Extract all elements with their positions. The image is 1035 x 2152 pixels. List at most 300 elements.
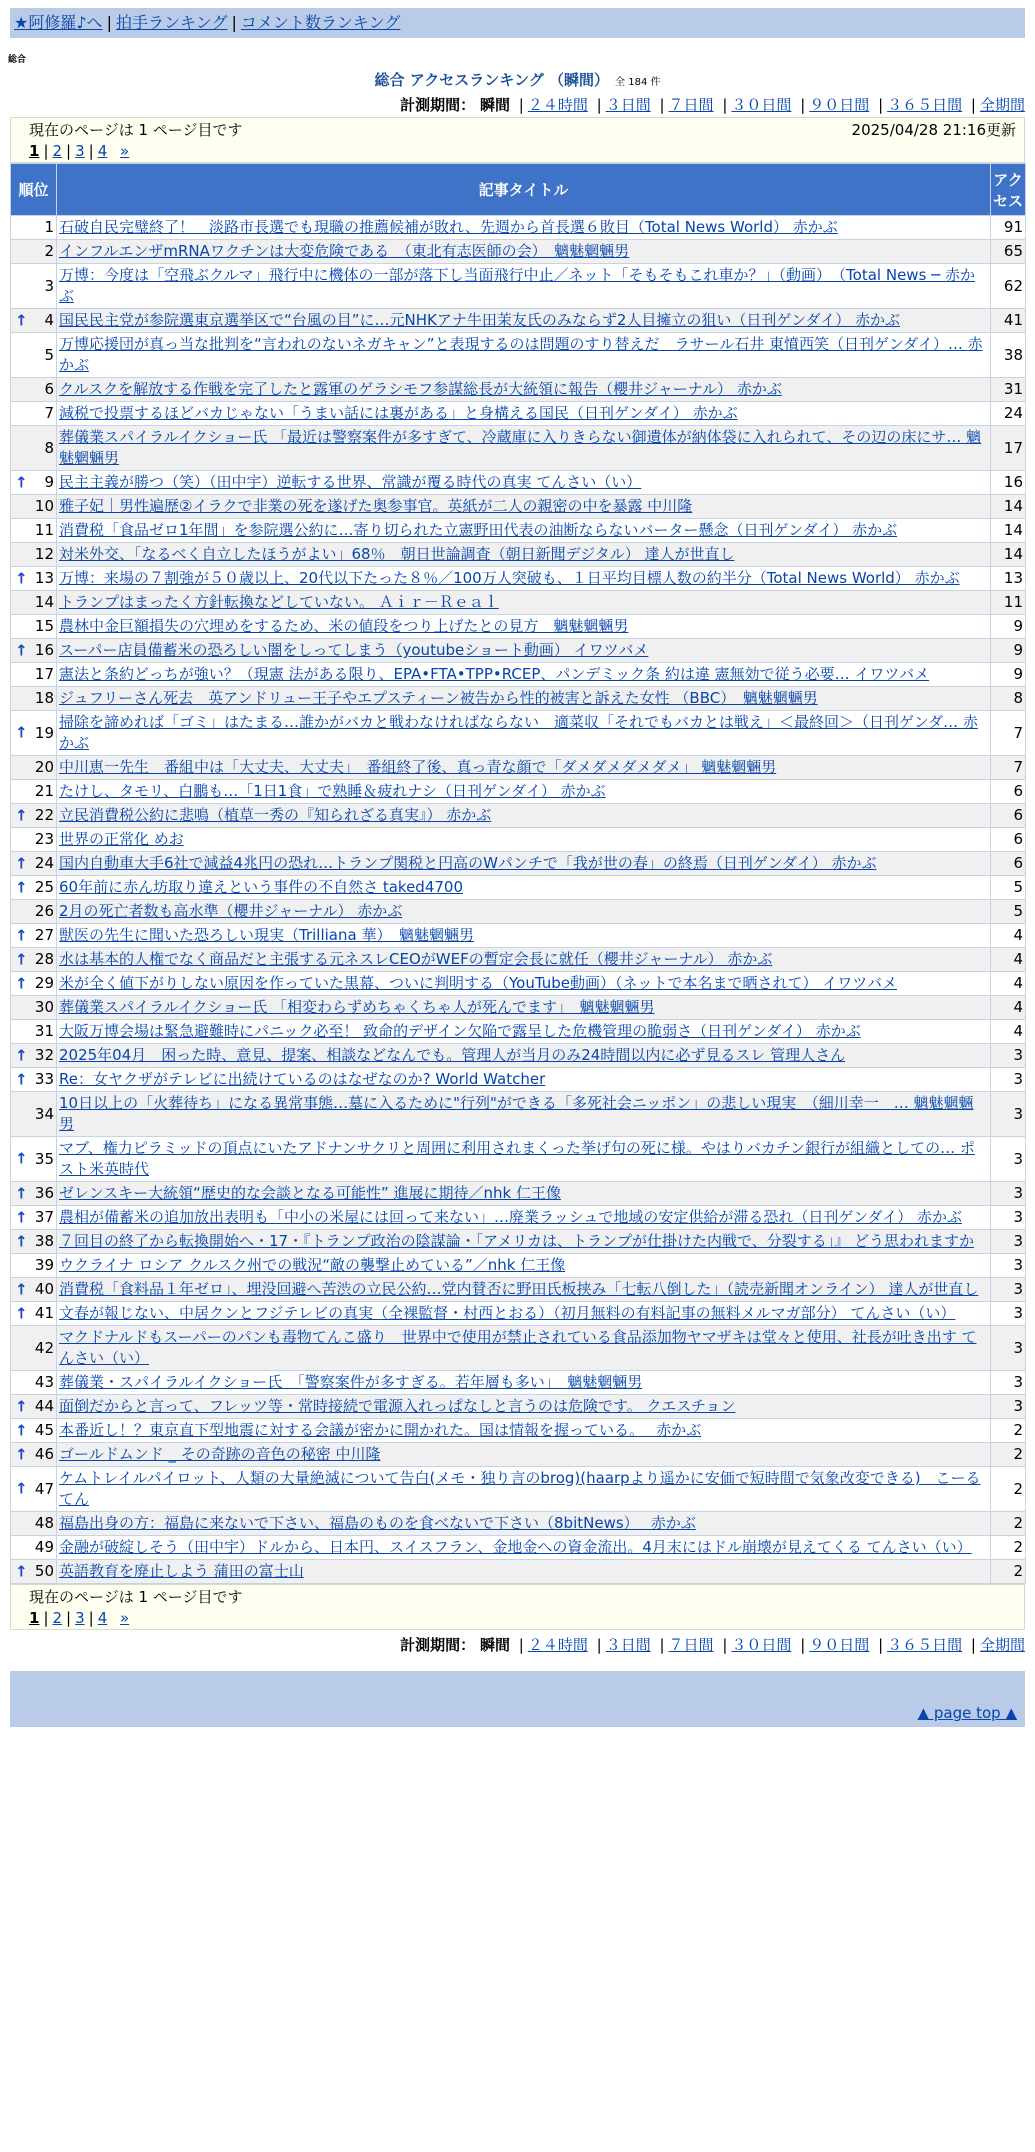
title-cell (57, 471, 991, 495)
rank-number: 41 (34, 1304, 54, 1322)
article-title-link[interactable]: 葬儀業スパイラルイクショー氏 「相変わらずめちゃくちゃ人が死んでます」 魑魅魍魎男 (59, 998, 655, 1016)
access-count: 4 (991, 924, 1026, 948)
table-row (11, 309, 1026, 333)
title-cell (57, 309, 991, 333)
title-cell (57, 1254, 991, 1278)
table-row (11, 687, 1026, 711)
article-title-link[interactable]: 農林中金巨額損失の穴埋めをするため、米の値段をつり上げたとの見方 魑魅魍魎男 (59, 617, 629, 635)
pager-link-4[interactable]: 4 (97, 142, 108, 160)
rank-number: 19 (34, 723, 54, 742)
period-link-all-bottom[interactable]: 全期間 (979, 1636, 1025, 1654)
access-count: 4 (991, 948, 1026, 972)
rank-cell (11, 756, 57, 780)
article-title-link[interactable]: 万博：今度は「空飛ぶクルマ」飛行中に機体の一部が落下し当面飛行中止／ネット「そもそもこれ車か？」（動画） （Total News ─ 赤かぶ (59, 266, 975, 305)
rank-number: 3 (44, 276, 54, 295)
title-cell (57, 996, 991, 1020)
rank-number: 24 (34, 854, 54, 872)
pager-link-2[interactable]: 2 (52, 142, 63, 160)
access-count: 6 (991, 804, 1026, 828)
title-cell (57, 1278, 991, 1302)
rank-number: 30 (34, 998, 54, 1016)
rank-number: 29 (34, 974, 54, 992)
access-count: 65 (991, 240, 1026, 264)
rank-cell (11, 1560, 57, 1584)
access-count: 7 (991, 711, 1026, 756)
rank-up-arrow-icon: ↑ (15, 974, 28, 992)
article-title-link[interactable]: 万博：来場の７割強が５０歳以上、20代以下たった８％／100万人突破も、１日平均目標人数の約半分（Total News World） 赤かぶ (59, 569, 960, 587)
article-title-link[interactable]: 世界の正常化 めお (59, 830, 184, 848)
access-count: 14 (991, 495, 1026, 519)
article-title-link[interactable]: マブ、権力ピラミッドの頂点にいたアドナンサクリと周囲に利用されまくった挙げ句の死に様。やはりバカチン銀行が組織としての… ポスト米英時代 (59, 1139, 975, 1178)
table-row (11, 900, 1026, 924)
article-title-link[interactable]: ７回目の終了から転換開始へ・17・『トランプ政治の陰謀論・「アメリカは、トランプが仕掛けた内戦で、分裂する」』 どう思われますか (59, 1232, 975, 1250)
title-cell (57, 240, 991, 264)
table-row (11, 1182, 1026, 1206)
rank-cell (11, 852, 57, 876)
access-count: 2 (991, 1443, 1026, 1467)
rank-up-arrow-icon: ↑ (15, 1208, 28, 1226)
access-count: 3 (991, 1371, 1026, 1395)
article-title-link[interactable]: ジュフリーさん死去 英アンドリュー王子やエプスティーン被告から性的被害と訴えた女性 （BBC） 魑魅魍魎男 (59, 689, 818, 707)
rank-cell (11, 996, 57, 1020)
rank-cell (11, 924, 57, 948)
rank-cell (11, 1206, 57, 1230)
page-top-bar (10, 1699, 1025, 1727)
rank-number: 9 (44, 473, 54, 491)
rank-number: 32 (34, 1046, 54, 1064)
rank-number: 5 (44, 345, 54, 364)
title-cell (57, 1230, 991, 1254)
rank-cell (11, 426, 57, 471)
article-title-link[interactable]: 獣医の先生に聞いた恐ろしい現実（Trilliana 華） 魑魅魍魎男 (59, 926, 474, 944)
rank-cell (11, 471, 57, 495)
article-title-link[interactable]: 消費税「食品ゼロ1年間」を参院選公約に…寄り切られた立憲野田代表の油断ならないバーター懸念（日刊ゲンダイ） 赤かぶ (59, 521, 898, 539)
article-title-link[interactable]: 面倒だからと言って、フレッツ等・常時接続で電源入れっぱなしと言うのは危険です。 クエスチョン (59, 1397, 736, 1415)
clap-ranking-link[interactable]: 拍手ランキング (115, 13, 228, 32)
title-cell (57, 780, 991, 804)
period-label-bottom: 計測期間： (400, 1636, 476, 1654)
rank-up-arrow-icon: ↑ (15, 1304, 28, 1322)
article-title-link[interactable]: インフルエンザmRNAワクチンは大変危険である （東北有志医師の会） 魑魅魍魎男 (59, 242, 630, 260)
rank-up-arrow-icon: ↑ (15, 1149, 28, 1168)
article-title-link[interactable]: 葬儀業スパイラルイクショー氏 「最近は警察案件が多すぎて、冷蔵庫に入りきらない御遺体が納体袋に入れられて、その辺の床にサ… 魑魅魍魎男 (59, 428, 982, 467)
access-count: 3 (991, 1092, 1026, 1137)
title-cell (57, 687, 991, 711)
access-count: 4 (991, 972, 1026, 996)
table-row (11, 519, 1026, 543)
access-count: 17 (991, 426, 1026, 471)
access-count: 2 (991, 1536, 1026, 1560)
access-count: 14 (991, 543, 1026, 567)
pager-link-3-bottom[interactable]: 3 (75, 1609, 85, 1627)
page-title-text: 総合 アクセスランキング （瞬間） (374, 71, 610, 89)
article-title-link[interactable]: たけし、タモリ、白鵬も…「1日1食」で熟睡＆疲れナシ（日刊ゲンダイ） 赤かぶ (59, 782, 606, 800)
rank-cell (11, 240, 57, 264)
article-title-link[interactable]: 水は基本的人権でなく商品だと主張する元ネスレCEOがWEFの暫定会長に就任（櫻井ジャーナル） 赤かぶ (59, 950, 773, 968)
table-row (11, 1020, 1026, 1044)
article-title-link[interactable]: 憲法と条約どっちが強い？（現憲 法がある限り、EPA•FTA•TPP•RCEP、パンデミック条 約は違 憲無効で従う必要… イワツバメ (59, 665, 930, 683)
rank-number: 16 (34, 641, 54, 659)
access-count: 5 (991, 876, 1026, 900)
access-count: 3 (991, 1254, 1026, 1278)
rank-up-arrow-icon: ↑ (15, 878, 28, 896)
rank-number: 10 (34, 497, 54, 515)
rank-up-arrow-icon: ↑ (15, 950, 28, 968)
title-cell (57, 264, 991, 309)
title-cell (57, 711, 991, 756)
page-title (0, 69, 1035, 90)
table-row (11, 426, 1026, 471)
article-title-link[interactable]: ゼレンスキー大統領“歴史的な会談となる可能性” 進展に期待／nhk 仁王像 (59, 1184, 561, 1202)
access-count: 16 (991, 471, 1026, 495)
article-title-link[interactable]: 本番近し！？東京直下型地震に対する会議が密かに開かれた。国は情報を握っている。 赤かぶ (59, 1421, 702, 1439)
title-cell (57, 1068, 991, 1092)
table-row (11, 1512, 1026, 1536)
rank-cell (11, 567, 57, 591)
period-label: 計測期間： (400, 96, 476, 114)
article-title-link[interactable]: 福島出身の方：福島に来ないで下さい、福島のものを食べないで下さい（8bitNews） 赤かぶ (59, 1514, 696, 1532)
period-link-3d-bottom[interactable]: ３日間 (605, 1636, 651, 1654)
rank-number: 12 (34, 545, 54, 563)
table-row (11, 471, 1026, 495)
access-count: 6 (991, 828, 1026, 852)
rank-number: 4 (44, 311, 54, 329)
pager-bottom: 現在のページは 1 ページ目です 1 | 2 | 3 | 4 » (10, 1584, 1025, 1630)
period-link-24h[interactable]: ２４時間 (527, 96, 588, 114)
access-count: 41 (991, 309, 1026, 333)
rank-number: 40 (34, 1280, 54, 1298)
rank-number: 8 (44, 438, 54, 457)
access-count: 4 (991, 1020, 1026, 1044)
title-cell (57, 426, 991, 471)
rank-number: 31 (34, 1022, 54, 1040)
title-cell (57, 1512, 991, 1536)
rank-number: 43 (34, 1373, 54, 1391)
rank-up-arrow-icon: ↑ (15, 854, 28, 872)
access-count: 3 (991, 1068, 1026, 1092)
rank-cell (11, 402, 57, 426)
pager-next-link[interactable]: » (120, 142, 130, 160)
period-link-30d[interactable]: ３０日間 (731, 96, 792, 114)
rank-up-arrow-icon: ↑ (15, 1421, 28, 1439)
period-link-3d[interactable]: ３日間 (605, 96, 651, 114)
title-cell (57, 402, 991, 426)
article-title-link[interactable]: 中川恵一先生 番組中は「大丈夫、大丈夫」 番組終了後、真っ青な顔で「ダメダメダメダメ」 魑魅魍魎男 (59, 758, 777, 776)
access-count: 8 (991, 687, 1026, 711)
article-title-link[interactable]: クルスクを解放する作戦を完了したと露軍のゲラシモフ参謀総長が大統領に報告（櫻井ジャーナル） 赤かぶ (59, 380, 782, 398)
title-cell (57, 948, 991, 972)
pager-link-3[interactable]: 3 (75, 142, 85, 160)
table-row (11, 495, 1026, 519)
access-count: 2 (991, 1560, 1026, 1584)
article-title-link[interactable]: スーパー店員備蓄米の恐ろしい闇をしってしまう（youtubeショート動画） イワツバメ (59, 641, 649, 659)
rank-up-arrow-icon: ↑ (15, 641, 28, 659)
rank-number: 13 (34, 569, 54, 587)
access-count: 9 (991, 639, 1026, 663)
rank-up-arrow-icon: ↑ (15, 723, 28, 742)
access-count: 5 (991, 900, 1026, 924)
rank-cell (11, 333, 57, 378)
pager-current-page-bottom: 1 (29, 1609, 40, 1627)
rank-number: 36 (34, 1184, 54, 1202)
rank-number: 45 (34, 1421, 54, 1439)
table-row (11, 591, 1026, 615)
rank-cell (11, 1302, 57, 1326)
rank-number: 42 (34, 1338, 54, 1357)
current-page-text-bottom: 現在のページは 1 ページ目です (29, 1588, 243, 1606)
rank-number: 50 (34, 1562, 54, 1580)
article-title-link[interactable]: 農相が備蓄米の追加放出表明も「中小の米屋には回って来ない」…廃業ラッシュで地域の安定供給が滞る恐れ（日刊ゲンダイ） 赤かぶ (59, 1208, 962, 1226)
title-cell (57, 1137, 991, 1182)
rank-cell (11, 309, 57, 333)
period-link-365d-bottom[interactable]: ３６５日間 (887, 1636, 963, 1654)
rank-cell (11, 711, 57, 756)
top-nav-bar: ★阿修羅♪へ | 拍手ランキング | コメント数ランキング (10, 8, 1025, 38)
period-link-30d-bottom[interactable]: ３０日間 (731, 1636, 792, 1654)
title-cell (57, 828, 991, 852)
rank-number: 7 (44, 404, 54, 422)
title-cell (57, 216, 991, 240)
rank-cell (11, 639, 57, 663)
title-cell (57, 543, 991, 567)
access-count: 24 (991, 402, 1026, 426)
rank-number: 39 (34, 1256, 54, 1274)
rank-number: 35 (34, 1149, 54, 1168)
article-title-link[interactable]: 大阪万博会場は緊急避難時にパニック必至！ 致命的デザイン欠陥で露呈した危機管理の脆弱さ（日刊ゲンダイ） 赤かぶ (59, 1022, 861, 1040)
table-row (11, 1467, 1026, 1512)
table-row (11, 1419, 1026, 1443)
pager-link-2-bottom[interactable]: 2 (52, 1609, 63, 1627)
article-title-link[interactable]: 雅子妃｜男性遍歴②イラクで非業の死を遂げた奥参事官。英紙が二人の親密の中を暴露 中川隆 (59, 497, 693, 515)
rank-number: 11 (34, 521, 54, 539)
title-cell (57, 1443, 991, 1467)
title-cell (57, 852, 991, 876)
access-count: 3 (991, 1278, 1026, 1302)
rank-up-arrow-icon: ↑ (15, 569, 28, 587)
table-row (11, 1044, 1026, 1068)
table-row (11, 333, 1026, 378)
page-top-link[interactable]: ▲ page top ▲ (917, 1704, 1017, 1722)
period-link-24h-bottom[interactable]: ２４時間 (527, 1636, 588, 1654)
access-count: 6 (991, 852, 1026, 876)
article-title-link[interactable]: 立民消費税公約に悲鳴（植草一秀の『知られざる真実』） 赤かぶ (59, 806, 492, 824)
table-row (11, 852, 1026, 876)
table-row (11, 828, 1026, 852)
article-title-link[interactable]: ウクライナ ロシア クルスク州での戦況“敵の襲撃止めている”／nhk 仁王像 (59, 1256, 566, 1274)
article-title-link[interactable]: 英語教育を廃止しよう 蒲田の富士山 (59, 1562, 304, 1580)
period-current: 瞬間 (479, 96, 510, 114)
access-count: 2 (991, 1467, 1026, 1512)
period-link-365d[interactable]: ３６５日間 (887, 96, 963, 114)
rank-up-arrow-icon: ↑ (15, 1280, 28, 1298)
rank-cell (11, 1068, 57, 1092)
table-row (11, 1560, 1026, 1584)
title-cell (57, 378, 991, 402)
rank-cell (11, 1182, 57, 1206)
table-row (11, 876, 1026, 900)
updated-timestamp: 2025/04/28 21:16更新 (851, 121, 1016, 139)
rank-up-arrow-icon: ↑ (15, 311, 28, 329)
rank-cell (11, 1467, 57, 1512)
pager-link-4-bottom[interactable]: 4 (97, 1609, 108, 1627)
access-count: 3 (991, 1326, 1026, 1371)
rank-number: 38 (34, 1232, 54, 1250)
period-link-all[interactable]: 全期間 (979, 96, 1025, 114)
article-title-link[interactable]: 米が全く値下がりしない原因を作っていた黒幕、ついに判明する（YouTube動画）（ネットで本名まで晒されて） イワツバメ (59, 974, 897, 992)
table-row (11, 1443, 1026, 1467)
home-link[interactable]: ★阿修羅♪へ (14, 13, 103, 32)
rank-up-arrow-icon: ↑ (15, 1397, 28, 1415)
current-page-text: 現在のページは 1 ページ目です (29, 121, 243, 139)
title-cell (57, 1092, 991, 1137)
title-cell (57, 663, 991, 687)
rank-up-arrow-icon: ↑ (15, 473, 28, 491)
access-count: 62 (991, 264, 1026, 309)
period-link-7d-bottom[interactable]: ７日間 (668, 1636, 714, 1654)
table-row (11, 756, 1026, 780)
table-row (11, 567, 1026, 591)
article-title-link[interactable]: 60年前に赤ん坊取り違えという事件の不自然さ taked4700 (59, 878, 464, 896)
access-count: 3 (991, 1206, 1026, 1230)
rank-cell (11, 1419, 57, 1443)
article-title-link[interactable]: マクドナルドもスーパーのパンも毒物てんこ盛り 世界中で使用が禁止されている食品添加物ヤマザキは堂々と使用、社長が吐き出す てんさい（い） (59, 1328, 977, 1367)
article-title-link[interactable]: 減税で投票するほどバカじゃない「うまい話には裏がある」と身構える国民（日刊ゲンダイ） 赤かぶ (59, 404, 738, 422)
article-title-link[interactable]: 万博応援団が真っ当な批判を“言われのないネガキャン”と表現するのは問題のすり替えだ ラサール石井 東憤西笑（日刊ゲンダイ）… 赤かぶ (59, 335, 983, 374)
rank-number: 37 (34, 1208, 54, 1226)
rank-number: 18 (34, 689, 54, 707)
rank-up-arrow-icon: ↑ (15, 1445, 28, 1463)
rank-cell (11, 1371, 57, 1395)
article-title-link[interactable]: 文春が報じない、中居クンとフジテレビの真実（全裸監督・村西とおる）（初月無料の有料記事の無料メルマガ部分） てんさい（い） (59, 1304, 956, 1322)
article-title-link[interactable]: 民主主義が勝つ（笑）（田中宇）逆転する世界、常識が覆る時代の真実 てんさい（い） (59, 473, 642, 491)
article-title-link[interactable]: ゴールドムンド _ その奇跡の音色の秘密 中川隆 (59, 1445, 381, 1463)
rank-up-arrow-icon: ↑ (15, 1479, 28, 1498)
title-cell (57, 1419, 991, 1443)
title-cell (57, 567, 991, 591)
rank-number: 25 (34, 878, 54, 896)
rank-cell (11, 1278, 57, 1302)
access-count: 91 (991, 216, 1026, 240)
article-title-link[interactable]: 2025年04月 困った時、意見、提案、相談などなんでも。管理人が当月のみ24時間以内に必ず見るスレ 管理人さん (59, 1046, 846, 1064)
table-row (11, 1068, 1026, 1092)
article-title-link[interactable]: 国内自動車大手6社で減益4兆円の恐れ…トランプ関税と円高のWパンチで「我が世の春」の終焉（日刊ゲンダイ） 赤かぶ (59, 854, 877, 872)
title-cell (57, 1302, 991, 1326)
title-cell (57, 519, 991, 543)
rank-cell (11, 1443, 57, 1467)
article-title-link[interactable]: 金融が破綻しそう（田中宇）ドルから、日本円、スイスフラン、金地金への資金流出。4月末にはドル崩壊が見えてくる てんさい（い） (59, 1538, 972, 1556)
footer-bar (10, 1671, 1025, 1699)
pager-current-page: 1 (29, 142, 40, 160)
rank-cell (11, 378, 57, 402)
access-count: 2 (991, 1512, 1026, 1536)
table-row (11, 639, 1026, 663)
access-count: 11 (991, 591, 1026, 615)
article-title-link[interactable]: 消費税「食料品１年ゼロ」、埋没回避へ苦渋の立民公約…党内賛否に野田氏板挟み「七転八倒した」（読売新聞オンライン） 達人が世直し (59, 1280, 979, 1298)
period-link-90d-bottom[interactable]: ９０日間 (809, 1636, 870, 1654)
table-row (11, 1092, 1026, 1137)
title-cell (57, 924, 991, 948)
table-row (11, 1326, 1026, 1371)
title-cell (57, 804, 991, 828)
access-count: 9 (991, 615, 1026, 639)
access-count: 14 (991, 519, 1026, 543)
title-cell (57, 1371, 991, 1395)
rank-cell (11, 804, 57, 828)
article-title-link[interactable]: 2月の死亡者数も高水準（櫻井ジャーナル） 赤かぶ (59, 902, 403, 920)
access-count: 13 (991, 567, 1026, 591)
access-count: 31 (991, 378, 1026, 402)
rank-up-arrow-icon: ↑ (15, 1184, 28, 1202)
col-header-access: アクセス (991, 164, 1026, 216)
access-count: 6 (991, 780, 1026, 804)
article-title-link[interactable]: 掃除を諦めれば「ゴミ」はたまる…誰かがバカと戦わなければならない 適菜収「それでもバカとは戦え」＜最終回＞（日刊ゲンダ… 赤かぶ (59, 713, 978, 752)
article-title-link[interactable]: トランプはまったく方針転換などしていない。 Ａｉｒ－Ｒｅａｌ (59, 593, 499, 611)
title-cell (57, 1182, 991, 1206)
article-title-link[interactable]: 国民民主党が参院選東京選挙区で“台風の目”に…元NHKアナ牛田茉友氏のみならず2人目擁立の狙い（日刊ゲンダイ） 赤かぶ (59, 311, 900, 329)
rank-up-arrow-icon: ↑ (15, 926, 28, 944)
col-header-title: 記事タイトル (57, 164, 991, 216)
title-cell (57, 900, 991, 924)
access-count: 3 (991, 1044, 1026, 1068)
title-cell (57, 1467, 991, 1512)
rank-up-arrow-icon: ↑ (15, 1070, 28, 1088)
table-row (11, 972, 1026, 996)
access-count: 9 (991, 663, 1026, 687)
rank-number: 6 (44, 380, 54, 398)
article-title-link[interactable]: 石破自民完璧終了！ 淡路市長選でも現職の推薦候補が敗れ、先週から首長選６敗目（Total News World） 赤かぶ (59, 218, 838, 236)
comment-ranking-link[interactable]: コメント数ランキング (240, 13, 401, 32)
rank-number: 21 (34, 782, 54, 800)
pager-next-link-bottom[interactable]: » (120, 1609, 130, 1627)
title-cell (57, 1536, 991, 1560)
title-cell (57, 639, 991, 663)
table-row (11, 1137, 1026, 1182)
period-link-90d[interactable]: ９０日間 (809, 96, 870, 114)
rank-cell (11, 948, 57, 972)
title-cell (57, 876, 991, 900)
rank-number: 2 (44, 242, 54, 260)
title-cell (57, 1560, 991, 1584)
table-row (11, 543, 1026, 567)
article-title-link[interactable]: 対米外交、「なるべく自立したほうがよい」68％ 朝日世論調査（朝日新聞デジタル） 達人が世直し (59, 545, 735, 563)
rank-cell (11, 519, 57, 543)
article-title-link[interactable]: Re：女ヤクザがテレビに出続けているのはなぜなのか? World Watcher (59, 1070, 546, 1088)
rank-cell (11, 780, 57, 804)
rank-cell (11, 972, 57, 996)
rank-cell (11, 1137, 57, 1182)
period-link-7d[interactable]: ７日間 (668, 96, 714, 114)
article-title-link[interactable]: 葬儀業・スパイラルイクショー氏 「警察案件が多すぎる。若年層も多い」 魑魅魍魎男 (59, 1373, 643, 1391)
rank-cell (11, 591, 57, 615)
table-row (11, 264, 1026, 309)
rank-cell (11, 876, 57, 900)
table-row (11, 1206, 1026, 1230)
rank-number: 27 (34, 926, 54, 944)
table-row (11, 240, 1026, 264)
table-row (11, 1395, 1026, 1419)
access-count: 2 (991, 1419, 1026, 1443)
article-title-link[interactable]: 10日以上の「火葬待ち」になる異常事態…墓に入るために"行列"ができる「多死社会ニッポン」の悲しい現実 （細川幸一 … 魑魅魍魎男 (59, 1094, 974, 1133)
title-cell (57, 495, 991, 519)
rank-number: 49 (34, 1538, 54, 1556)
rank-cell (11, 1326, 57, 1371)
article-title-link[interactable]: ケムトレイルパイロット、人類の大量絶滅について告白(メモ・独り言のbrog)(haarpより遥かに安価で短時間で気象改変できる) こーるてん (59, 1469, 981, 1508)
rank-number: 33 (34, 1070, 54, 1088)
access-count: 38 (991, 333, 1026, 378)
rank-cell (11, 1395, 57, 1419)
access-count: 3 (991, 1137, 1026, 1182)
table-row (11, 1536, 1026, 1560)
